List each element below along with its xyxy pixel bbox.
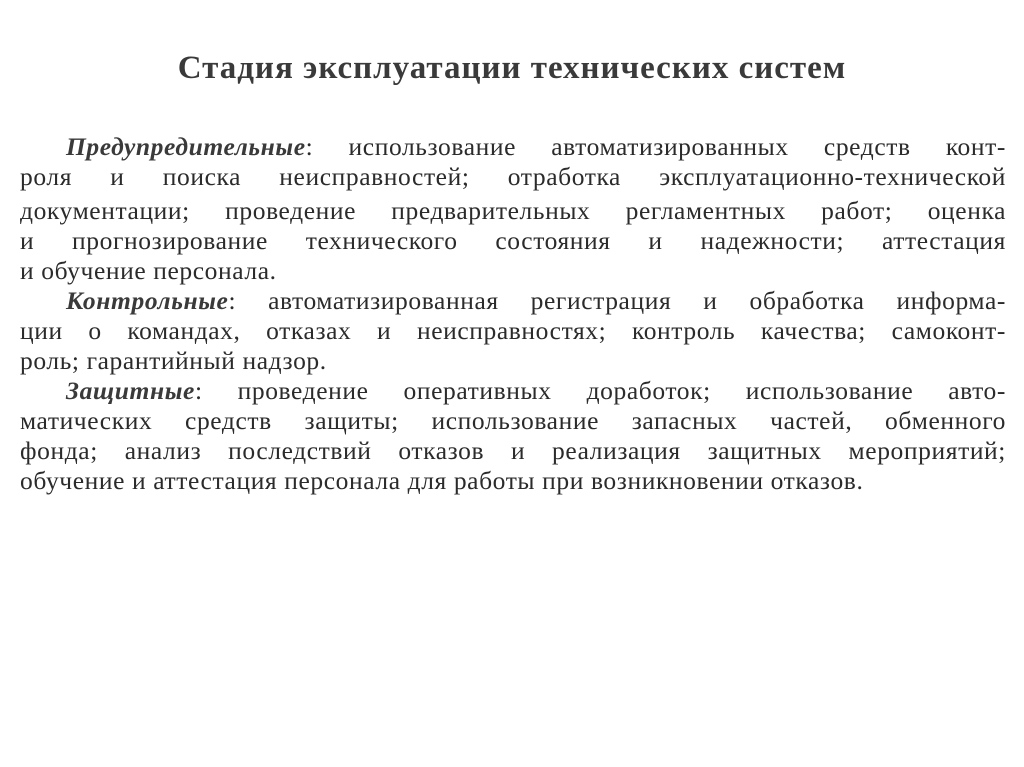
term-label: Контрольные: [66, 286, 229, 315]
text-line: [66, 132, 1006, 162]
text-line: ции о командах, отказах и неисправностях; контроль качества; самоконт-: [20, 316, 1006, 345]
text-line: [66, 286, 1006, 316]
text-line: матических средств защиты; использование запасных частей, обменного: [20, 406, 1006, 435]
text-line: фонда; анализ последствий отказов и реализация защитных мероприятий;: [20, 436, 1006, 465]
text-line: обучение и аттестация персонала для работы при возникновении отказов.: [20, 466, 864, 495]
text-segment: : проведение оперативных доработок; использование авто-: [194, 376, 1006, 405]
paragraph-control: [20, 286, 1006, 376]
text-line: документации; проведение предварительных регламентных работ; оценка: [20, 196, 1006, 225]
term-label: Предупредительные: [66, 132, 306, 161]
text-line: роля и поиска неисправностей; отработка эксплуатационно-технической: [20, 162, 1006, 191]
slide-body: [20, 132, 1006, 496]
text-line: и прогнозирование технического состояния и надежности; аттестация: [20, 226, 1006, 255]
text-line: [66, 376, 1006, 406]
text-line: роль; гарантийный надзор.: [20, 346, 327, 375]
text-segment: : использование автоматизированных средств конт-: [305, 132, 1006, 161]
text-segment: : автоматизированная регистрация и обработка информа-: [228, 286, 1006, 315]
page-title: Стадия эксплуатации технических систем: [177, 50, 847, 86]
paragraph-protective: [20, 376, 1006, 496]
paragraph-preventive: [20, 132, 1006, 286]
text-line: и обучение персонала.: [20, 256, 277, 285]
term-label: Защитные: [66, 376, 195, 405]
